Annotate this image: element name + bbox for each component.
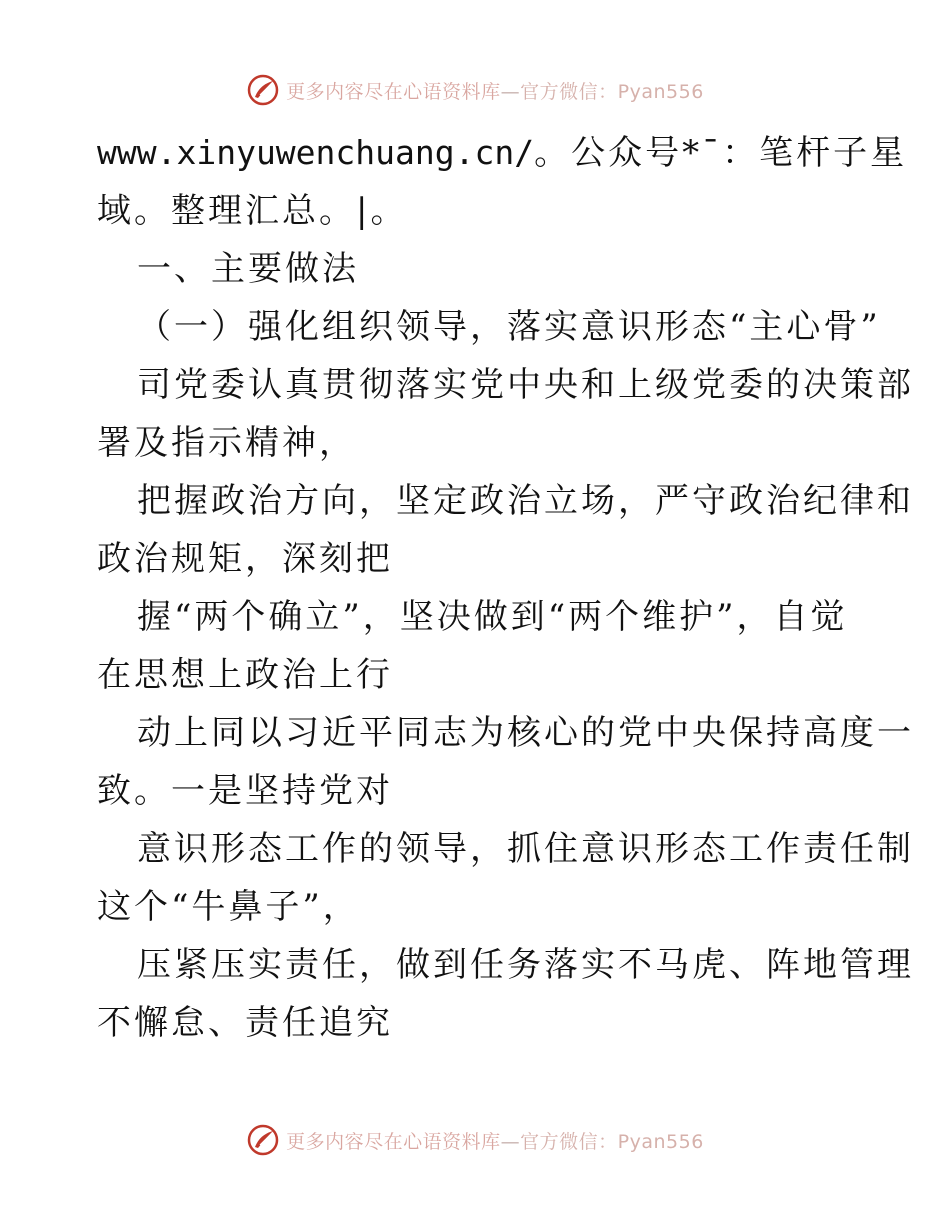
- footer-watermark: [0, 1120, 950, 1160]
- header-watermark-text: [286, 77, 704, 104]
- header-watermark-dash: —: [500, 80, 521, 103]
- document-body: [97, 124, 914, 1052]
- footer-watermark-main: 更多内容尽在心语资料库: [286, 1130, 501, 1153]
- footer-watermark-wechat: 官方微信：Pyan556: [520, 1130, 704, 1153]
- footer-watermark-dash: —: [500, 1130, 521, 1153]
- header-watermark: [0, 70, 950, 110]
- paragraph-line: 在思想上政治上行: [97, 655, 393, 695]
- paragraph-line: 压紧压实责任，做到任务落实不马虎、阵地管理: [137, 945, 914, 985]
- paragraph-line: 司党委认真贯彻落实党中央和上级党委的决策部: [137, 365, 914, 405]
- section-heading: 一、主要做法: [137, 249, 359, 289]
- header-watermark-inner: [246, 73, 704, 107]
- paragraph-line: 署及指示精神，: [97, 423, 356, 463]
- footer-watermark-text: [286, 1127, 704, 1154]
- paragraph-line: 这个“牛鼻子”，: [97, 887, 360, 927]
- paragraph-line: 动上同以习近平同志为核心的党中央保持高度一: [137, 713, 914, 753]
- subsection-heading: （一）强化组织领导，落实意识形态“主心骨”: [137, 307, 881, 347]
- paragraph-line: 把握政治方向，坚定政治立场，严守政治纪律和: [137, 481, 914, 521]
- header-watermark-wechat: 官方微信：Pyan556: [520, 80, 704, 103]
- paragraph-line: 不懈怠、责任追究: [97, 1003, 393, 1043]
- body-line-2: 域。整理汇总。|。: [97, 191, 408, 231]
- paragraph-line: 握“两个确立”，坚决做到“两个维护”，自觉: [137, 597, 848, 637]
- body-line-1-text: 。公众号*¯：笔杆子星: [534, 133, 908, 173]
- footer-watermark-inner: [246, 1123, 704, 1157]
- brand-logo-icon: [246, 1123, 280, 1157]
- body-line-1: [97, 124, 908, 182]
- paragraph-line: 意识形态工作的领导，抓住意识形态工作责任制: [137, 829, 914, 869]
- header-watermark-main: 更多内容尽在心语资料库: [286, 80, 501, 103]
- source-url: www.xinyuwenchuang.cn/: [97, 133, 535, 172]
- brand-logo-icon: [246, 73, 280, 107]
- paragraph-line: 致。一是坚持党对: [97, 771, 393, 811]
- paragraph-line: 政治规矩，深刻把: [97, 539, 393, 579]
